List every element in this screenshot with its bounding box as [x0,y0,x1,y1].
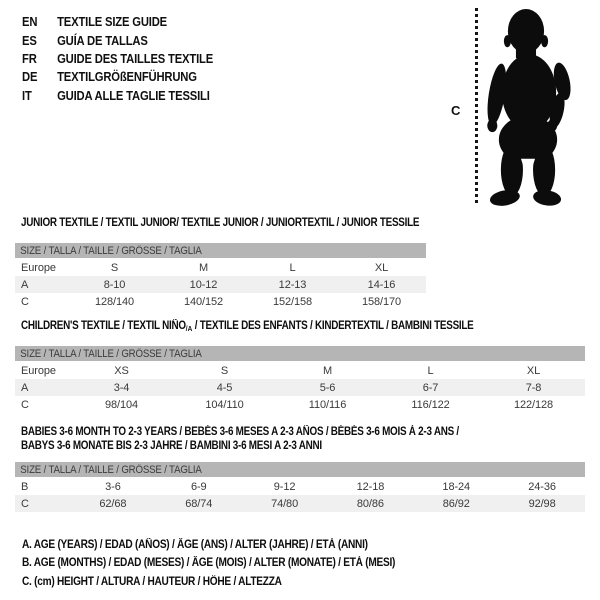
size-cell: 12-18 [356,480,385,493]
size-section-1 [15,216,426,310]
size-cell: 74/80 [271,497,299,510]
size-row-a [15,276,426,293]
title-text: / TEXTILE DES ENFANTS / KINDERTEXTIL / BAMBINI TESSILE [192,320,474,332]
language-title: GUIDA ALLE TAGLIE TESSILI [57,88,210,103]
language-row [22,31,213,49]
size-cell: XS [114,364,129,377]
size-cell: 9-12 [273,480,296,493]
size-row-europe [15,259,426,276]
size-cell: 128/140 [94,295,135,308]
section-title-junior [21,216,426,230]
size-cell: 8-10 [103,278,126,291]
note-line: A. AGE (YEARS) / EDAD (AÑOS) / ÂGE (ANS) / ALTER (JAHRE) / ETÀ (ANNI) [22,539,368,551]
language-row [22,68,213,86]
title-text: CHILDREN'S TEXTILE / TEXTIL NIÑO [21,320,186,332]
size-cell: 3-6 [105,480,121,493]
note-line: C. (cm) HEIGHT / ALTURA / HAUTEUR / HÖHE / ALTEZZA [22,575,282,588]
language-title: TEXTILGRÖßENFÜHRUNG [57,70,197,85]
size-section-2 [15,319,585,413]
size-cell: M [322,364,333,377]
height-measure-dotted-line [475,8,478,206]
size-cell: S [220,364,229,377]
language-list [22,13,234,105]
size-cell: M [198,261,209,274]
size-header-bar [15,243,426,258]
language-title: TEXTILE SIZE GUIDE [57,15,167,30]
size-header-bar [15,346,585,361]
size-cell: 104/110 [205,398,244,411]
size-cell: 110/116 [308,398,347,411]
size-cell: 6-9 [190,480,207,493]
row-label: C [21,497,29,510]
size-header-label: SIZE / TALLA / TAILLE / GRÖSSE / TAGLIA [20,463,202,476]
size-table-junior [15,243,426,310]
row-label: Europe [21,261,56,274]
title-text: JUNIOR TEXTILE / TEXTIL JUNIOR/ TEXTILE JUNIOR / JUNIORTEXTIL / JUNIOR TESSILE [21,217,420,229]
section-title-line [21,439,506,453]
size-row-europe [15,362,585,379]
language-code: ES [22,33,37,48]
size-cell: L [289,261,296,274]
section-title-line [21,425,506,439]
size-cell: 62/68 [99,497,127,510]
size-cell: 6-7 [422,381,439,394]
child-silhouette [479,6,577,208]
size-cell: L [427,364,434,377]
section-title-babies [21,425,585,453]
size-cell: 116/122 [411,398,450,411]
size-row-c [15,495,585,512]
height-measure-label: C [451,103,461,118]
size-section-3 [15,425,585,512]
size-cell: 3-4 [113,381,130,394]
size-cell: XL [526,364,541,377]
size-row-a [15,379,585,396]
language-code: IT [22,88,32,103]
row-label: B [21,480,29,493]
size-cell: 152/158 [272,295,313,308]
note-line: B. AGE (MONTHS) / EDAD (MESES) / ÂGE (MOIS) / ALTER (MONATE) / ETÀ (MESI) [22,557,396,570]
language-title: GUÍA DE TALLAS [57,33,148,48]
language-row [22,87,213,105]
size-cell: 18-24 [442,480,471,493]
section-title-line [21,216,420,230]
size-cell: 80/86 [356,497,384,510]
size-cell: 158/170 [361,295,402,308]
size-header-label: SIZE / TALLA / TAILLE / GRÖSSE / TAGLIA [20,244,202,257]
size-row-c [15,293,426,310]
size-cell: XL [374,261,389,274]
language-title: GUIDE DES TAILLES TEXTILE [57,51,214,66]
size-cell: 98/104 [104,398,139,411]
size-table-babies [15,462,585,512]
title-text: /A [185,324,193,333]
size-row-b [15,478,585,495]
row-label: C [21,295,29,308]
row-label: C [21,398,29,411]
language-row [22,50,213,68]
size-cell: 7-8 [525,381,542,394]
size-cell: 86/92 [442,497,470,510]
notes [22,536,446,591]
section-title-line [21,319,506,336]
size-cell: S [110,261,119,274]
language-code: EN [22,15,38,30]
size-header-bar [15,462,585,477]
size-cell: 5-6 [319,381,336,394]
size-cell: 122/128 [513,398,554,411]
row-label: A [21,278,29,291]
title-text: BABIES 3-6 MONTH TO 2-3 YEARS / BEBÉS 3-6 MESES A 2-3 AÑOS / BÉBÉS 3-6 MOIS À 2-3 ANS / [21,426,459,438]
section-title-children [21,319,585,336]
size-header-label: SIZE / TALLA / TAILLE / GRÖSSE / TAGLIA [20,347,202,360]
language-row [22,13,213,31]
row-label: A [21,381,29,394]
size-cell: 4-5 [216,381,233,394]
size-row-c [15,396,585,413]
size-cell: 10-12 [189,278,218,291]
size-cell: 12-13 [278,278,307,291]
language-code: DE [22,70,38,85]
language-code: FR [22,51,37,66]
size-cell: 24-36 [528,480,556,493]
size-cell: 140/152 [183,295,224,308]
size-table-children [15,346,585,413]
size-cell: 92/98 [528,497,556,510]
size-cell: 68/74 [185,497,213,510]
size-cell: 14-16 [367,278,396,291]
row-label: Europe [21,364,56,377]
title-text: BABYS 3-6 MONATE BIS 2-3 JAHRE / BAMBINI 3-6 MESI A 2-3 ANNI [21,440,322,452]
